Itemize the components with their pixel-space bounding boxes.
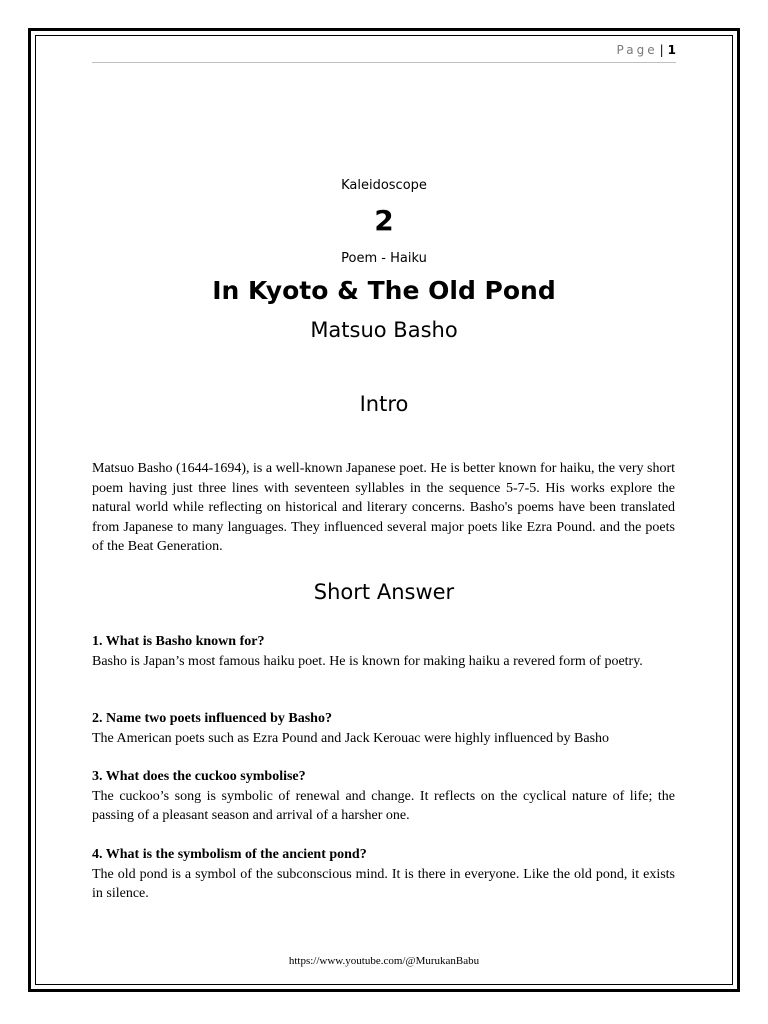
intro-paragraph: Matsuo Basho (1644-1694), is a well-known Japanese poet. He is better known for haiku, the very short poem having just three lines with seventeen syllables in the sequence 5-7-5. His works explore the natural world while reflecting on historical and literary concerns. Basho's poems have been translated from Japanese to many languages. They influenced several major poets like Ezra Pound. and the poets of the Beat Generation. (92, 461, 675, 554)
answer: Basho is Japan’s most famous haiku poet. He is known for making haiku a revered form of poetry. (92, 653, 643, 669)
answer: The cuckoo’s song is symbolic of renewal and change. It reflects on the cyclical nature of life; the passing of a pleasant season and arrival of a harsher one. (92, 788, 675, 823)
header-rule (92, 62, 676, 63)
book-name: Kaleidoscope (341, 178, 427, 193)
chapter-number: 2 (374, 204, 394, 237)
page-title: In Kyoto & The Old Pond (212, 276, 556, 305)
intro-heading: Intro (359, 392, 409, 416)
question: 2. Name two poets influenced by Basho? (92, 711, 332, 726)
short-answer-heading: Short Answer (313, 580, 455, 604)
page-header (617, 43, 676, 57)
qa-item (92, 632, 675, 671)
genre-label: Poem - Haiku (341, 251, 427, 266)
footer-url[interactable]: https://www.youtube.com/@MurukanBabu (288, 955, 480, 967)
page-label: Page (616, 43, 658, 57)
qa-item (92, 767, 675, 826)
question: 3. What does the cuckoo symbolise? (92, 769, 306, 784)
answer: The old pond is a symbol of the subconscious mind. It is there in everyone. Like the old pond, it exists in silence. (92, 866, 675, 901)
answer: The American poets such as Ezra Pound and Jack Kerouac were highly influenced by Basho (92, 730, 610, 746)
page-separator: | (659, 43, 664, 57)
qa-item (92, 845, 675, 904)
qa-item (92, 709, 675, 748)
question: 4. What is the symbolism of the ancient pond? (92, 847, 367, 862)
author-name: Matsuo Basho (310, 318, 458, 342)
question: 1. What is Basho known for? (92, 634, 265, 649)
page-number: 1 (667, 43, 676, 57)
